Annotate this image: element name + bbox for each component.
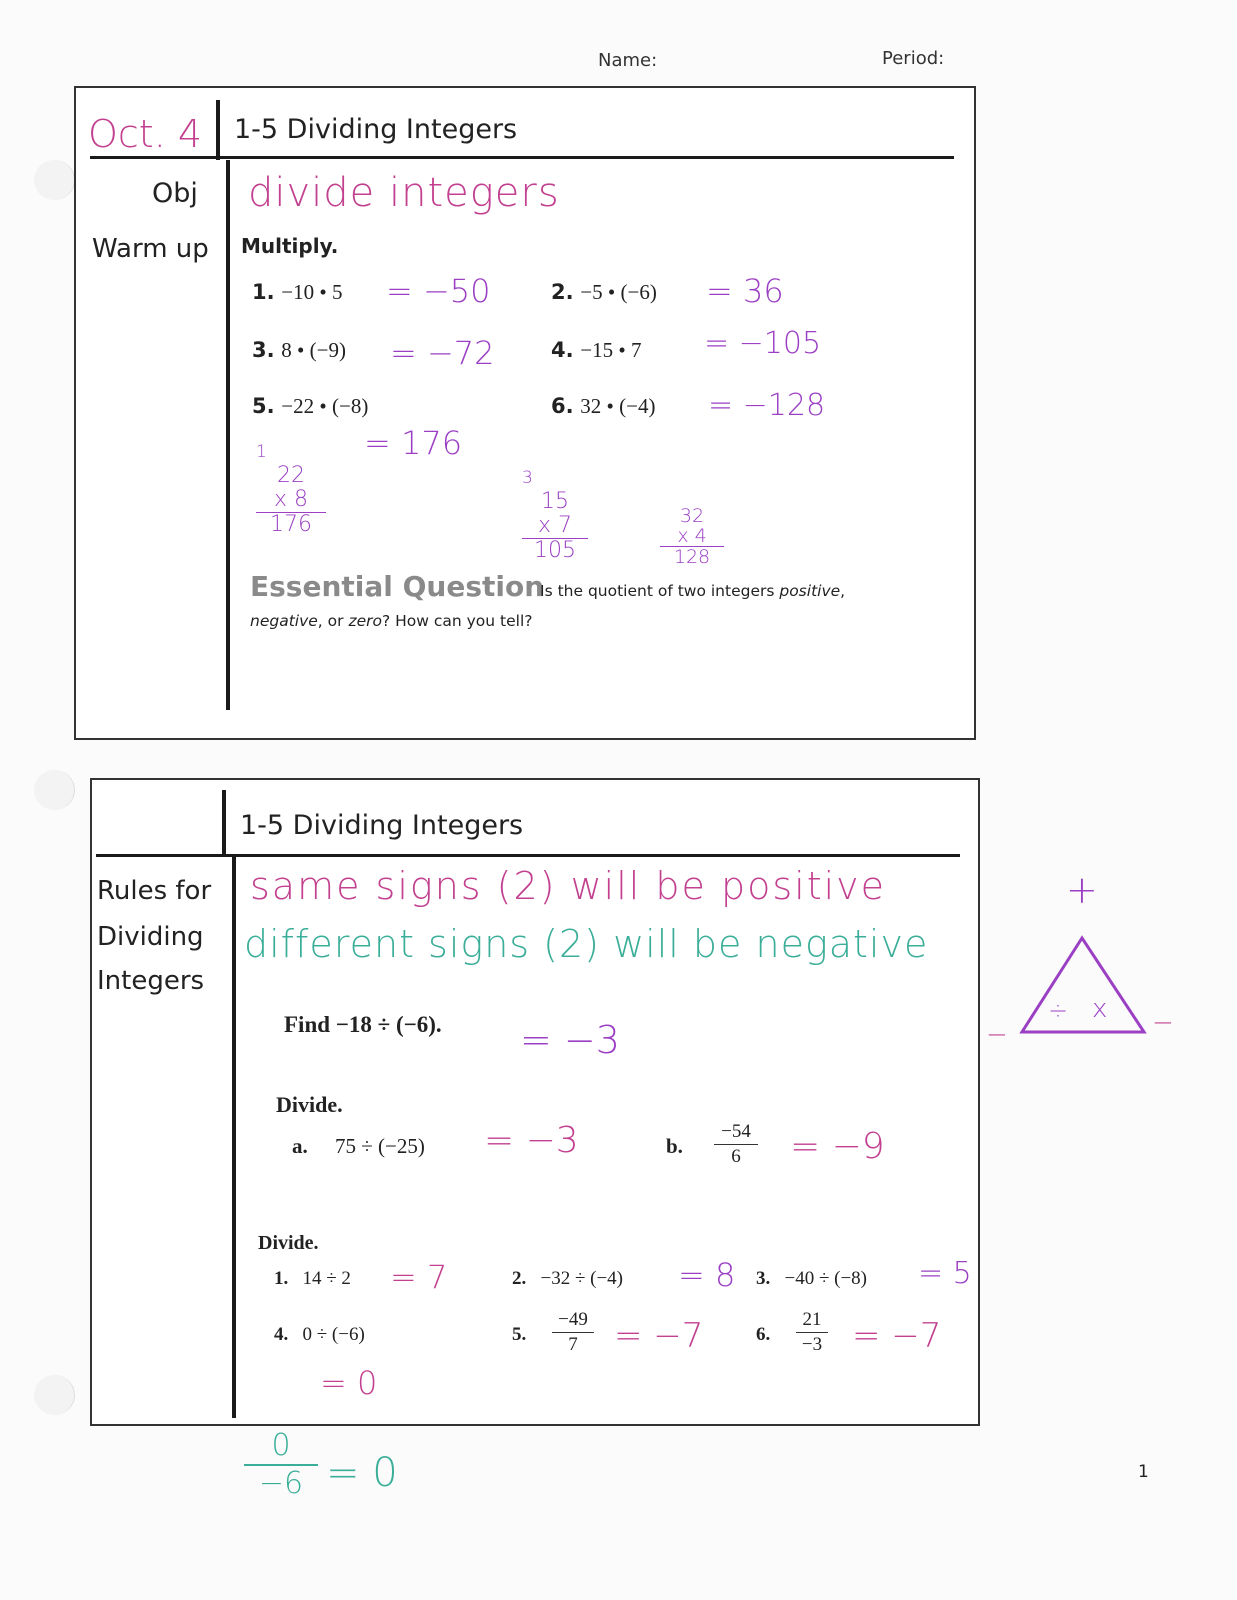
problem-a-expr: 75 ÷ (−25): [335, 1134, 425, 1158]
divide-answer-3: = 5: [918, 1256, 972, 1291]
warmup-problem-1: 1. −10 • 5: [252, 280, 343, 304]
triangle-times-label: x: [1092, 994, 1108, 1024]
warmup-problem-3: 3. 8 • (−9): [252, 338, 346, 362]
rule-same-signs: same signs (2) will be positive: [250, 864, 887, 908]
zero-fraction-answer: = 0: [326, 1450, 398, 1496]
rules-label-2: Dividing: [97, 922, 204, 952]
divide-problem-6-label: 6.: [756, 1324, 771, 1345]
divide-problem-2: 2. −32 ÷ (−4): [512, 1268, 624, 1289]
rule-different-signs: different signs (2) will be negative: [244, 922, 929, 966]
triangle-divide-label: ÷: [1048, 996, 1069, 1024]
answer-b: = −9: [790, 1126, 885, 1167]
objective: divide integers: [248, 170, 560, 216]
answer-3: = −72: [390, 334, 495, 372]
answer-5: = 176: [364, 424, 463, 462]
card1-title: 1-5 Dividing Integers: [234, 114, 518, 145]
divide-problem-5-fraction: −49 7: [552, 1310, 594, 1355]
warmup-problem-5: 5. −22 • (−8): [252, 394, 369, 418]
divide-answer-6: = −7: [852, 1316, 942, 1356]
warmup-problem-6: 6. 32 • (−4): [551, 394, 656, 418]
divide-answer-2: = 8: [678, 1256, 736, 1294]
card2-title-rule: [96, 854, 960, 857]
essential-question-heading: Essential Question: [250, 570, 545, 603]
card2-divider: [232, 856, 236, 1418]
rules-label-3: Integers: [97, 966, 205, 996]
obj-label: Obj: [152, 178, 198, 209]
answer-1: = −50: [386, 272, 491, 310]
binder-hole: [34, 1375, 75, 1415]
answer-2: = 36: [706, 272, 784, 310]
scratch-work-2: 3 15 x 7 105: [522, 466, 588, 563]
divide-label-2: Divide.: [258, 1232, 319, 1254]
warmup-problem-4: 4. −15 • 7: [551, 338, 642, 362]
find-prompt: Find −18 ÷ (−6).: [284, 1012, 442, 1037]
date: Oct. 4: [88, 112, 203, 156]
divide-answer-1: = 7: [390, 1258, 448, 1296]
card2-title: 1-5 Dividing Integers: [240, 810, 524, 841]
warmup-label: Warm up: [92, 234, 209, 264]
essential-question-text: Is the quotient of two integers positive,: [540, 582, 846, 600]
answer-6: = −128: [708, 388, 826, 423]
zero-fraction-note: 0 −6: [244, 1430, 318, 1499]
answer-4: = −105: [704, 326, 822, 361]
divide-problem-3: 3. −40 ÷ (−8): [756, 1268, 868, 1289]
period-label: Period:: [882, 48, 945, 69]
page-number: 1: [1138, 1462, 1149, 1482]
find-answer: = −3: [520, 1018, 620, 1062]
card2-divider: [222, 790, 226, 856]
triangle-minus-left: −: [986, 1020, 1008, 1050]
answer-a: = −3: [484, 1120, 579, 1161]
triangle-plus-label: +: [1066, 868, 1098, 912]
problem-b-fraction: −54 6: [714, 1122, 758, 1167]
scratch-work-1: 1 22 x 8 176: [256, 440, 326, 537]
divide-problem-6-fraction: 21 −3: [796, 1310, 828, 1355]
essential-question-text-2: negative, or zero? How can you tell?: [250, 612, 533, 630]
name-label: Name:: [598, 50, 658, 71]
card1-title-rule: [90, 156, 954, 159]
problem-a-label: a.: [292, 1134, 308, 1158]
binder-hole: [34, 160, 75, 200]
card1-divider: [216, 100, 220, 160]
rules-label-1: Rules for: [97, 876, 212, 906]
warmup-problem-2: 2. −5 • (−6): [551, 280, 657, 304]
divide-answer-5: = −7: [614, 1316, 704, 1356]
triangle-minus-right: −: [1152, 1008, 1174, 1038]
divide-problem-1: 1. 14 ÷ 2: [274, 1268, 351, 1289]
binder-hole: [34, 770, 75, 810]
sign-triangle-icon: [1018, 932, 1148, 1042]
divide-answer-4: = 0: [320, 1364, 378, 1402]
divide-problem-5-label: 5.: [512, 1324, 527, 1345]
multiply-instruction: Multiply.: [241, 234, 339, 258]
card1-divider: [226, 160, 230, 710]
scratch-work-3: 32 x 4 128: [660, 506, 724, 567]
problem-b-label: b.: [666, 1134, 683, 1158]
divide-label-1: Divide.: [276, 1092, 343, 1117]
divide-problem-4: 4. 0 ÷ (−6): [274, 1324, 365, 1345]
